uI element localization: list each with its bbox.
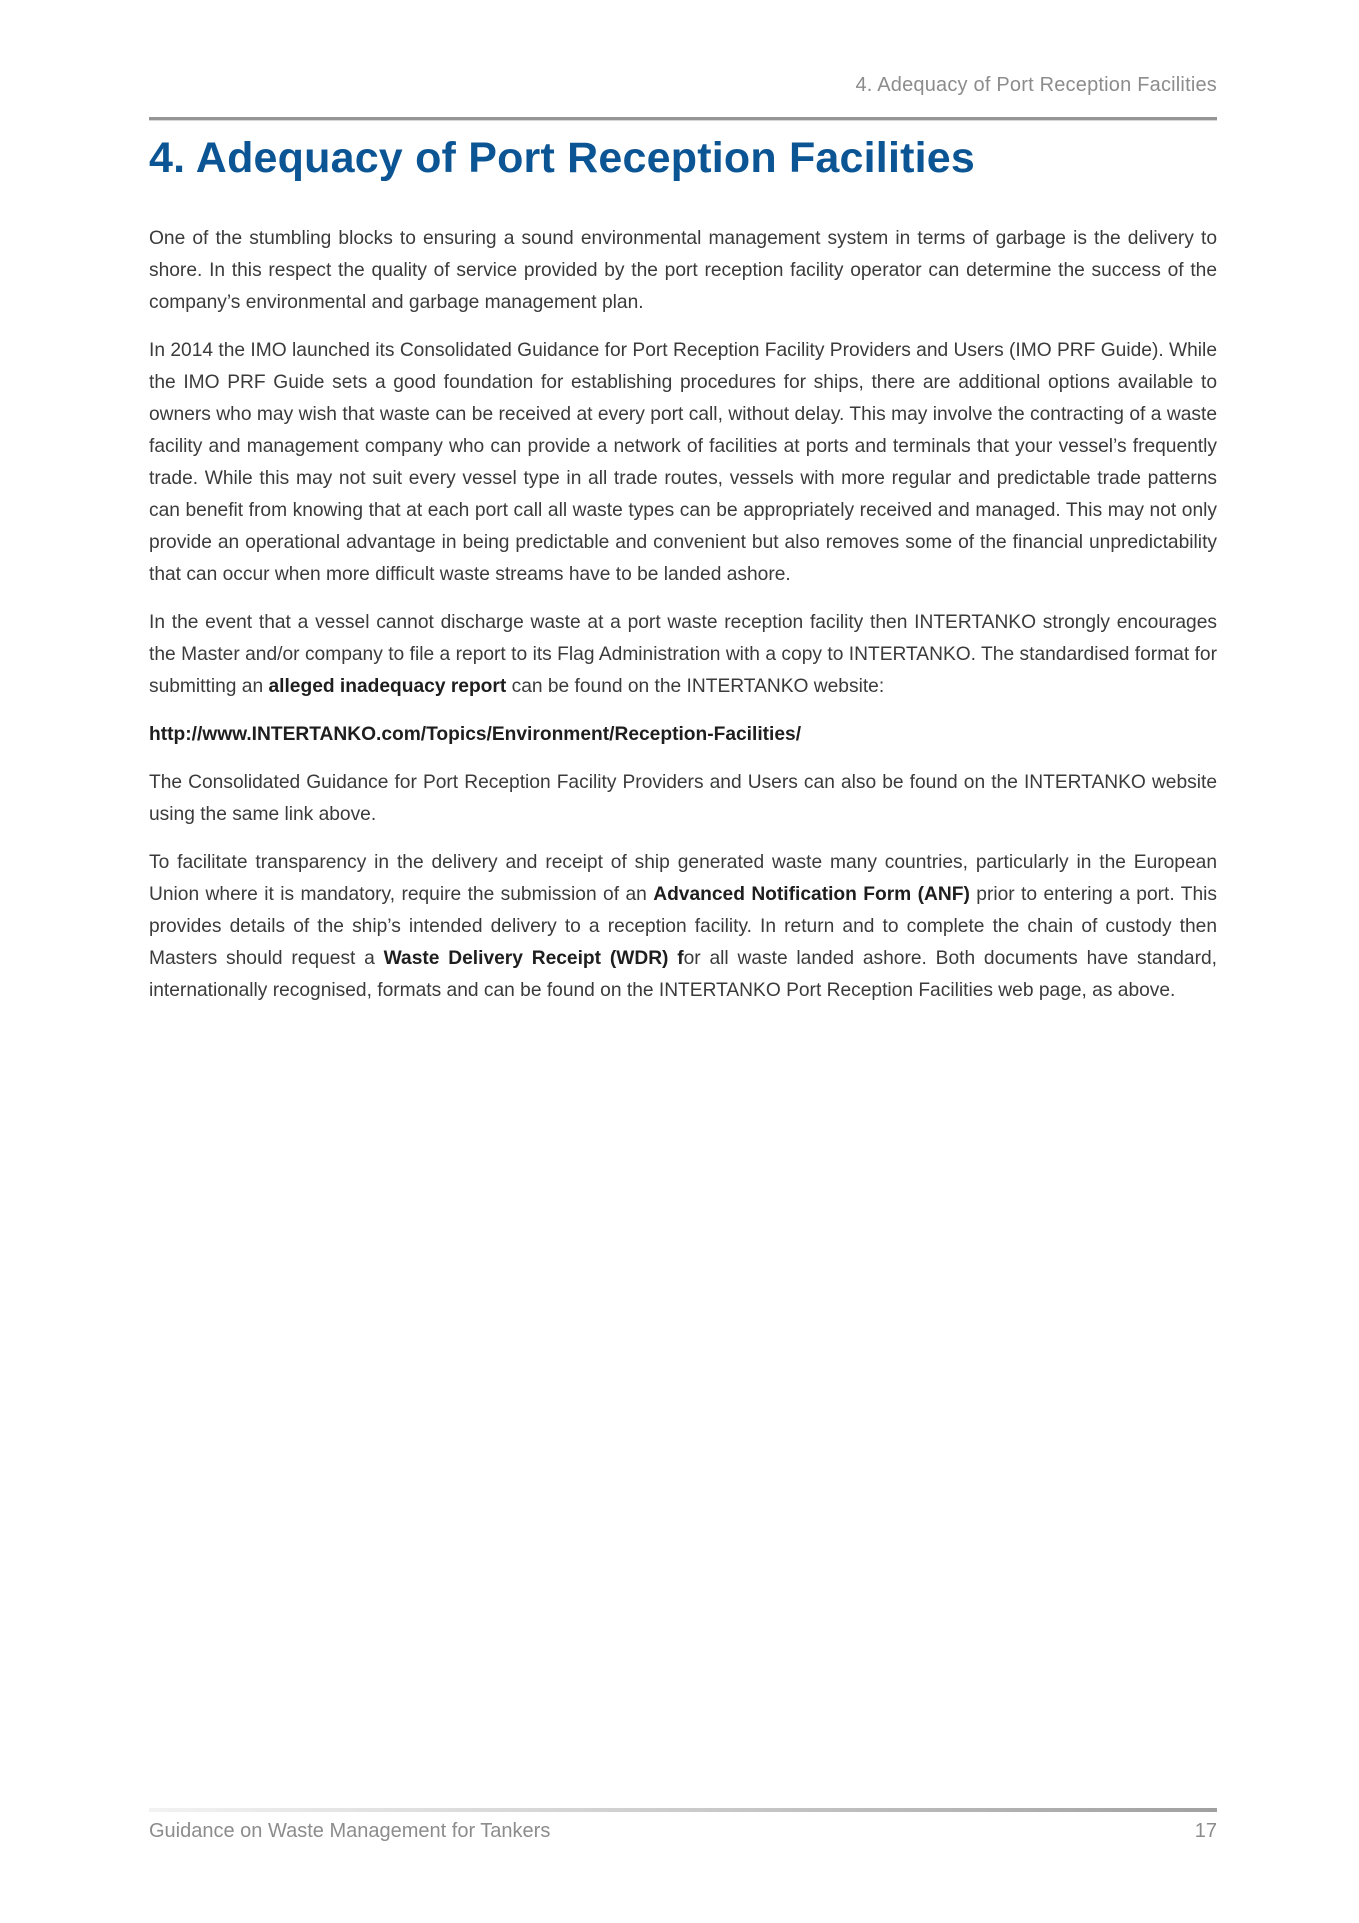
section-title: 4. Adequacy of Port Reception Facilities <box>149 134 975 182</box>
header-rule <box>149 117 1217 120</box>
text-segment: To facilitate transparency in the delivery and receipt of ship generated waste many countries, particularly in the European Union where it is mandatory, require the submission of an <box>149 852 1217 905</box>
footer-document-title: Guidance on Waste Management for Tankers <box>149 1820 551 1842</box>
paragraph-consolidated-guidance: The Consolidated Guidance for Port Reception Facility Providers and Users can also be found on the INTERTANKO website using the same link above. <box>149 772 1217 825</box>
intertanko-url-link[interactable]: http://www.INTERTANKO.com/Topics/Environment/Reception-Facilities/ <box>149 724 802 745</box>
text-segment: can be found on the INTERTANKO website: <box>506 676 885 697</box>
body-text <box>149 223 1217 1023</box>
paragraph-anf-wdr <box>149 847 1217 1007</box>
bold-term-anf: Advanced Notification Form (ANF) <box>653 884 970 905</box>
paragraph-inadequacy-report <box>149 607 1217 703</box>
text-segment: In the event that a vessel cannot discharge waste at a port waste reception facility then INTERTANKO strongly encourages the Master and/or company to file a report to its Flag Administration with a copy to INTERTANKO. The standardised format for submitting an <box>149 612 1217 697</box>
footer-rule <box>149 1808 1217 1812</box>
paragraph-intro: One of the stumbling blocks to ensuring a sound environmental management system in terms of garbage is the delivery to shore. In this respect the quality of service provided by the port reception facility operator can determine the success of the company’s environmental and garbage management plan. <box>149 228 1217 313</box>
text-segment: prior to entering a port. This provides details of the ship’s intended delivery to a reception facility. In return and to complete the chain of custody then Masters should request a <box>149 884 1218 969</box>
bold-term-alleged-inadequacy-report: alleged inadequacy report <box>268 676 507 697</box>
running-header: 4. Adequacy of Port Reception Facilities <box>855 74 1217 96</box>
document-page <box>149 0 1217 1923</box>
bold-term-wdr: Waste Delivery Receipt (WDR) f <box>383 948 684 969</box>
text-segment: or all waste landed ashore. Both documents have standard, internationally recognised, formats and can be found on the INTERTANKO Port Reception Facilities web page, as above. <box>149 948 1217 1001</box>
paragraph-imo-prf-guide: In 2014 the IMO launched its Consolidated Guidance for Port Reception Facility Providers and Users (IMO PRF Guide). While the IMO PRF Guide sets a good foundation for establishing procedures for ships, there are additional options available to owners who may wish that waste can be received at every port call, without delay. This may involve the contracting of a waste facility and management company who can provide a network of facilities at ports and terminals that your vessel’s frequently trade. While this may not suit every vessel type in all trade routes, vessels with more regular and predictable trade patterns can benefit from knowing that at each port call all waste types can be appropriately received and managed. This may not only provide an operational advantage in being predictable and convenient but also removes some of the financial unpredictability that can occur when more difficult waste streams have to be landed ashore. <box>149 340 1217 585</box>
page-number: 17 <box>1194 1820 1217 1842</box>
